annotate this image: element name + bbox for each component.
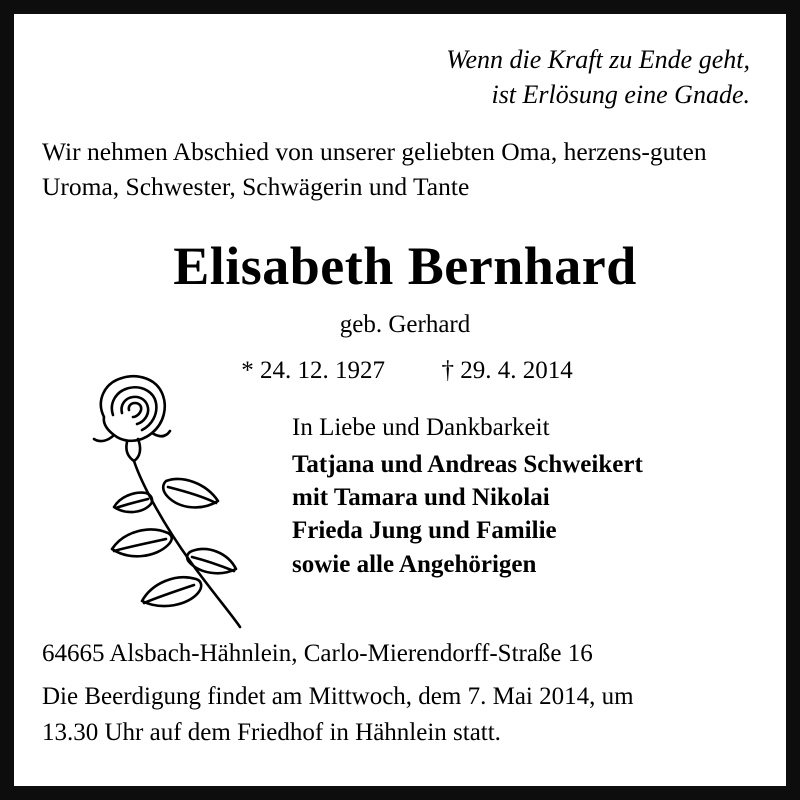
middle-section	[42, 411, 758, 621]
maiden-name: geb. Gerhard	[339, 310, 471, 338]
funeral-line-1: Die Beerdigung findet am Mittwoch, dem 7. Mai 2014, um	[42, 683, 634, 710]
birth-date: * 24. 12. 1927	[241, 356, 385, 384]
death-date: † 29. 4. 2014	[441, 356, 573, 384]
family-line-4: sowie alle Angehörigen	[292, 550, 537, 578]
family-block	[292, 411, 758, 581]
deceased-name: Elisabeth Bernhard	[173, 235, 637, 296]
family-line-1: Tatjana und Andreas Schweikert	[292, 450, 643, 478]
epitaph-line-2: ist Erlösung eine Gnade.	[491, 80, 750, 110]
funeral-line-2: 13.30 Uhr auf dem Friedhof in Hähnlein statt.	[42, 718, 501, 746]
family-line-3: Frieda Jung und Familie	[292, 517, 557, 545]
footer-block	[42, 636, 758, 751]
address-line: 64665 Alsbach-Hähnlein, Carlo-Mierendorff-Straße 16	[42, 639, 593, 667]
family-lead: In Liebe und Dankbarkeit	[292, 413, 550, 441]
rose-icon	[72, 365, 242, 655]
epitaph-line-1: Wenn die Kraft zu Ende geht,	[446, 45, 750, 74]
epitaph	[42, 42, 750, 112]
intro-text: Wir nehmen Abschied von unserer geliebten Oma, herzens-guten Uroma, Schwester, Schwägerin und Tante	[42, 137, 707, 202]
family-line-2: mit Tamara und Nikolai	[292, 484, 550, 512]
